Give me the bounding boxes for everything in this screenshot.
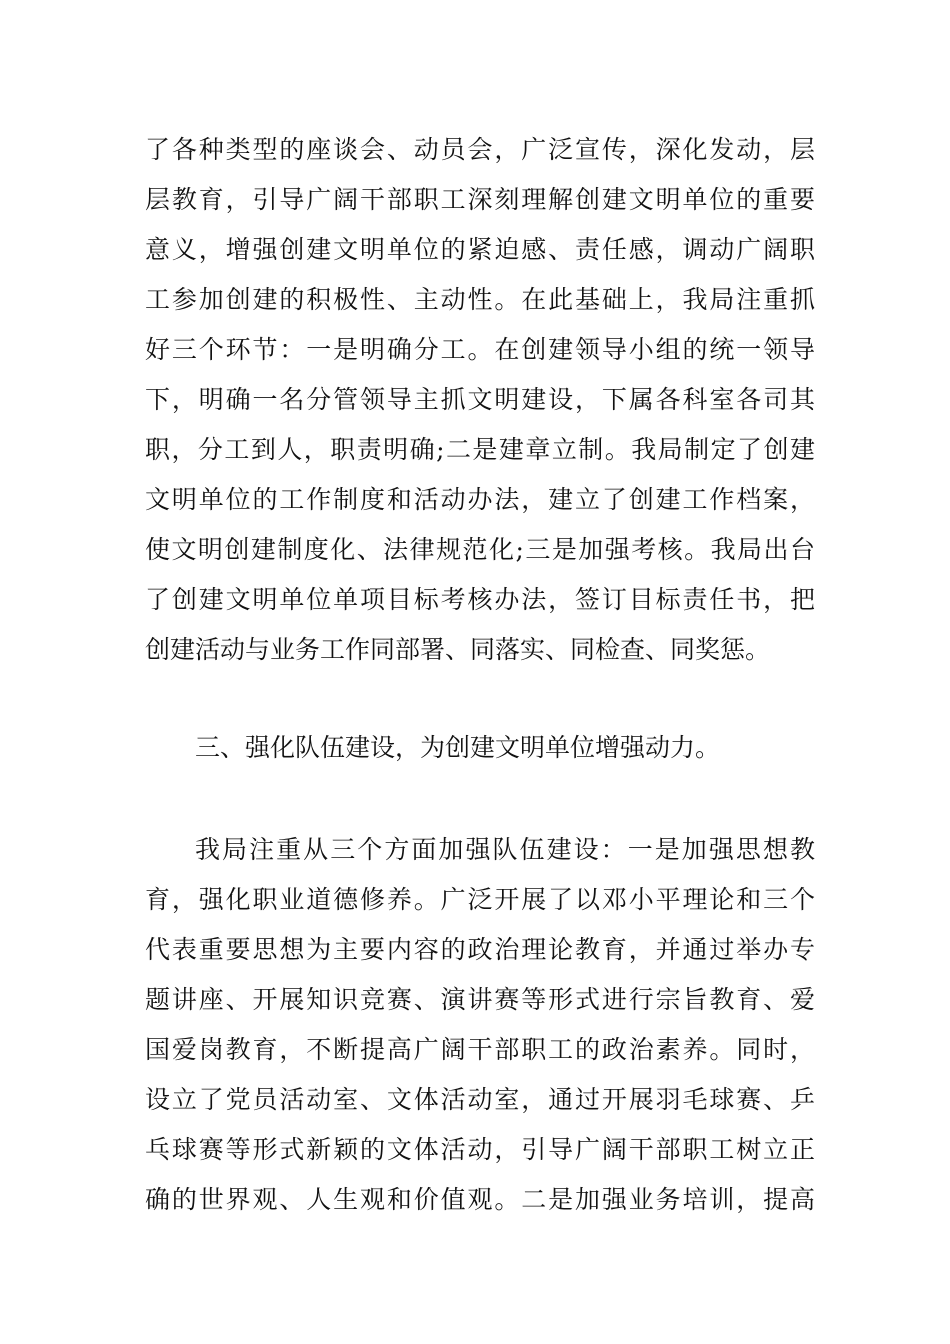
paragraph-line: 设立了党员活动室、文体活动室，通过开展羽毛球赛、乒 [145,1085,815,1114]
paragraph-line: 好三个环节：一是明确分工。在创建领导小组的统一领导 [145,335,815,364]
paragraph-line: 使文明创建制度化、法律规范化;三是加强考核。我局出台 [145,535,815,564]
paragraph-line: 国爱岗教育，不断提高广阔干部职工的政治素养。同时， [145,1035,815,1064]
paragraph-line: 育，强化职业道德修养。广泛开展了以邓小平理论和三个 [145,885,815,914]
paragraph-line: 职，分工到人，职责明确;二是建章立制。我局制定了创建 [145,435,815,464]
paragraph-line: 创建活动与业务工作同部署、同落实、同检查、同奖惩。 [145,635,771,664]
paragraph-line: 了各种类型的座谈会、动员会，广泛宣传，深化发动，层 [145,135,815,164]
paragraph-line: 文明单位的工作制度和活动办法，建立了创建工作档案， [145,485,815,514]
paragraph-line: 下，明确一名分管领导主抓文明建设，下属各科室各司其 [145,385,815,414]
paragraph-line: 乓球赛等形式新颖的文体活动，引导广阔干部职工树立正 [145,1135,815,1164]
section-heading: 三、强化队伍建设，为创建文明单位增强动力。 [195,733,721,762]
paragraph-line: 题讲座、开展知识竞赛、演讲赛等形式进行宗旨教育、爱 [145,985,815,1014]
paragraph-line: 了创建文明单位单项目标考核办法，签订目标责任书，把 [145,585,815,614]
paragraph-line: 工参加创建的积极性、主动性。在此基础上，我局注重抓 [145,285,815,314]
paragraph-line: 层教育，引导广阔干部职工深刻理解创建文明单位的重要 [145,185,815,214]
paragraph-line: 确的世界观、人生观和价值观。二是加强业务培训，提高 [145,1185,815,1214]
paragraph-line: 我局注重从三个方面加强队伍建设：一是加强思想教 [195,835,815,864]
paragraph-line: 代表重要思想为主要内容的政治理论教育，并通过举办专 [145,935,815,964]
paragraph-line: 意义，增强创建文明单位的紧迫感、责任感，调动广阔职 [145,235,815,264]
